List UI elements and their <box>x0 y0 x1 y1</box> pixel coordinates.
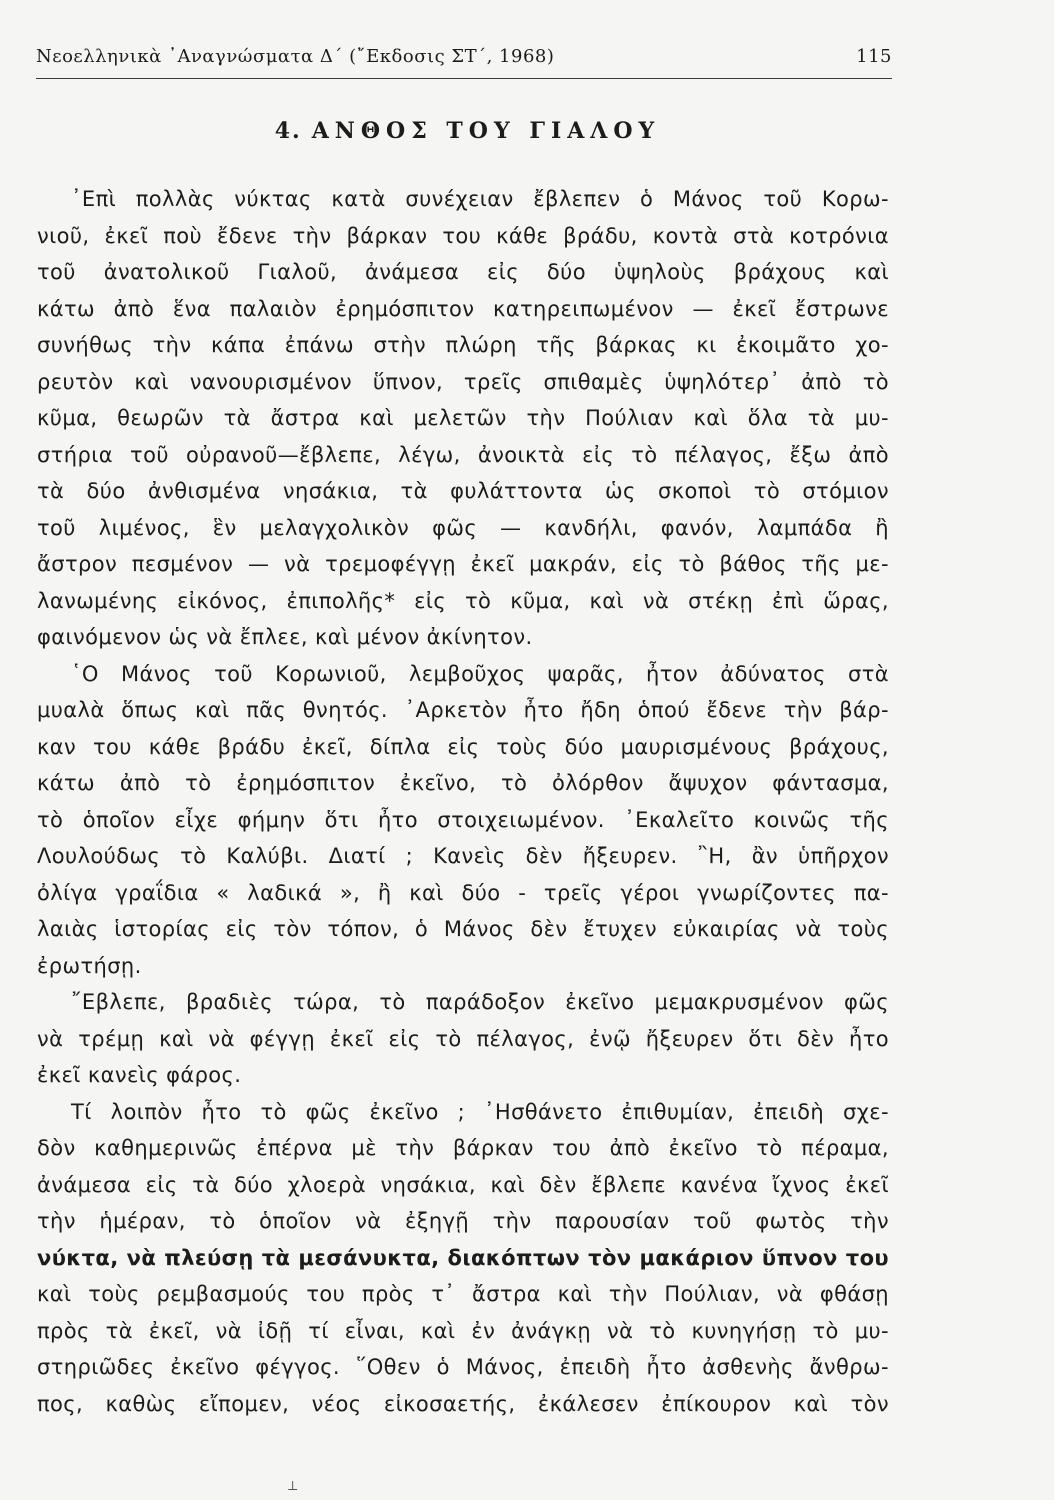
body-text <box>37 181 889 1422</box>
text-line: ἐρωτήσῃ. <box>37 953 142 978</box>
text-line: ᾿Επὶ πολλὰς νύκτας κατὰ συνέχειαν ἔβλεπεν ὁ Μάνος τοῦ Κορω- <box>71 187 889 211</box>
page-number: 115 <box>856 46 892 67</box>
text-line: ἄστρον πεσμένον — νὰ τρεμοφέγγῃ ἐκεῖ μακράν, εἰς τὸ βάθος τῆς με- <box>37 552 889 576</box>
text-line: ρευτὸν καὶ νανουρισμένον ὕπνον, τρεῖς σπιθαμὲς ὑψηλότερ᾿ ἀπὸ τὸ <box>37 369 889 394</box>
text-line: στηριῶδες ἐκεῖνο φέγγος. ῞Οθεν ὁ Μάνος, ἐπειδὴ ἦτο ἀσθενὴς ἄνθρω- <box>37 1355 889 1379</box>
text-line: λανωμένης εἰκόνος, ἐπιπολῆς* εἰς τὸ κῦμα, καὶ νὰ στέκῃ ἐπὶ ὥρας, <box>37 588 889 613</box>
text-line: ὀλίγα γραΐδια « λαδικά », ἢ καὶ δύο - τρεῖς γέροι γνωρίζοντες πα- <box>37 880 889 905</box>
text-line: συνήθως τὴν κάπα ἐπάνω στὴν πλώρη τῆς βάρκας κι ἐκοιμᾶτο χο- <box>37 333 889 357</box>
text-line: τοῦ ἀνατολικοῦ Γιαλοῦ, ἀνάμεσα εἰς δύο ὑψηλοὺς βράχους καὶ <box>37 260 889 284</box>
text-line: πρὸς τὰ ἐκεῖ, νὰ ἰδῇ τί εἶναι, καὶ ἐν ἀνάγκῃ νὰ τὸ κυνηγήσῃ τὸ μυ- <box>37 1318 889 1343</box>
text-line: λαιὰς ἱστορίας εἰς τὸν τόπον, ὁ Μάνος δὲν ἔτυχεν εὐκαιρίας νὰ τοὺς <box>37 917 889 941</box>
chapter-heading: ΑΝΘΟΣ ΤΟΥ ΓΙΑΛΟΥ <box>311 118 661 144</box>
book-title: Νεοελληνικὰ ᾿Αναγνώσματα Δ΄ (῎Εκδοσις ΣΤ΄, 1968) <box>36 46 555 67</box>
text-line: τὰ δύο ἀνθισμένα νησάκια, τὰ φυλάττοντα ὡς σκοποὶ τὸ στόμιον <box>37 479 889 503</box>
text-line: Τί λοιπὸν ἦτο τὸ φῶς ἐκεῖνο ; ᾿Ησθάνετο ἐπιθυμίαν, ἐπειδὴ σχε- <box>71 1099 889 1124</box>
text-line: ῾Ο Μάνος τοῦ Κορωνιοῦ, λεμβοῦχος ψαρᾶς, ἦτον ἀδύνατος στὰ <box>71 661 889 686</box>
text-line: νιοῦ, ἐκεῖ ποὺ ἔδενε τὴν βάρκαν του κάθε βράδυ, κοντὰ στὰ κοτρόνια <box>37 223 889 248</box>
running-head <box>36 42 892 79</box>
text-line: στήρια τοῦ οὐρανοῦ—ἔβλεπε, λέγω, ἀνοικτὰ εἰς τὸ πέλαγος, ἔξω ἀπὸ <box>37 442 889 467</box>
text-line: καν του κάθε βράδυ ἐκεῖ, δίπλα εἰς τοὺς δύο μαυρισμένους βράχους, <box>37 734 889 759</box>
text-line: τοῦ λιμένος, ἓν μελαγχολικὸν φῶς — κανδήλι, φανόν, λαμπάδα ἢ <box>37 515 889 540</box>
chapter-title <box>0 118 935 144</box>
text-line: δὸν καθημερινῶς ἐπέρνα μὲ τὴν βάρκαν του ἀπὸ ἐκεῖνο τὸ πέραμα, <box>37 1136 889 1160</box>
text-line: μυαλὰ ὅπως καὶ πᾶς θνητός. ᾿Αρκετὸν ἦτο ἤδη ὁπού ἔδενε τὴν βάρ- <box>37 698 889 722</box>
text-line: κάτω ἀπὸ τὸ ἐρημόσπιτον ἐκεῖνο, τὸ ὀλόρθον ἄψυχον φάντασμα, <box>37 771 889 795</box>
text-line: κάτω ἀπὸ ἕνα παλαιὸν ἐρημόσπιτον κατηρειπωμένον — ἐκεῖ ἔστρωνε <box>37 296 889 321</box>
text-line: τὸ ὁποῖον εἶχε φήμην ὅτι ἦτο στοιχειωμένον. ᾿Εκαλεῖτο κοινῶς τῆς <box>37 807 889 832</box>
text-line: κῦμα, θεωρῶν τὰ ἄστρα καὶ μελετῶν τὴν Πούλιαν καὶ ὅλα τὰ μυ- <box>37 406 889 430</box>
text-line: ῎Εβλεπε, βραδιὲς τώρα, τὸ παράδοξον ἐκεῖνο μεμακρυσμένον φῶς <box>71 990 889 1014</box>
text-line: ἀνάμεσα εἰς τὰ δύο χλοερὰ νησάκια, καὶ δὲν ἔβλεπε κανένα ἴχνος ἐκεῖ <box>37 1172 889 1197</box>
text-line: καὶ τοὺς ρεμβασμούς του πρὸς τ᾿ ἄστρα καὶ τὴν Πούλιαν, νὰ φθάσῃ <box>37 1282 889 1306</box>
text-line: τὴν ἡμέραν, τὸ ὁποῖον νὰ ἐξηγῇ τὴν παρουσίαν τοῦ φωτὸς τὴν <box>37 1209 889 1233</box>
chapter-number: 4. <box>274 118 302 144</box>
print-smudge-mark: ⟂ <box>288 1478 298 1494</box>
text-line: Λουλούδως τὸ Καλύβι. Διατί ; Κανεὶς δὲν ἤξευρεν. ῍Η, ἂν ὑπῆρχον <box>37 844 889 868</box>
text-line: φαινόμενον ὡς νὰ ἔπλεε, καὶ μένον ἀκίνητον. <box>37 625 533 649</box>
text-line: πος, καθὼς εἴπομεν, νέος εἰκοσαετής, ἐκάλεσεν ἐπίκουρον καὶ τὸν <box>37 1391 889 1416</box>
text-line: νύκτα, νὰ πλεύσῃ τὰ μεσάνυκτα, διακόπτων τὸν μακάριον ὕπνον του <box>37 1245 889 1270</box>
text-line: ἐκεῖ κανεὶς φάρος. <box>37 1063 242 1087</box>
text-line: νὰ τρέμῃ καὶ νὰ φέγγῃ ἐκεῖ εἰς τὸ πέλαγος, ἐνῷ ἤξευρεν ὅτι δὲν ἦτο <box>37 1026 889 1051</box>
